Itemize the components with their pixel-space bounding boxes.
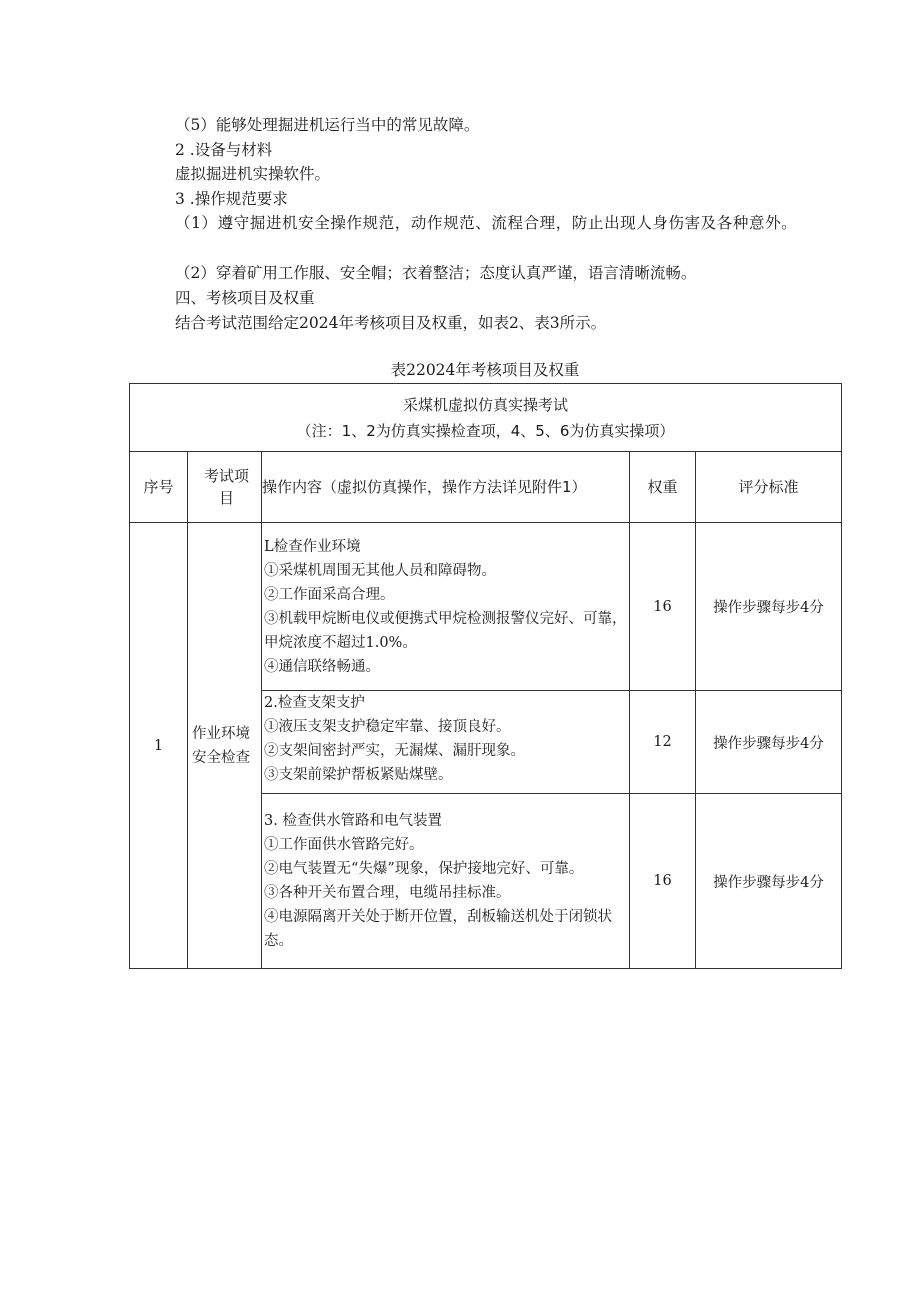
table-row	[130, 523, 842, 691]
group-2-criteria: 操作步骤每步4分	[696, 691, 842, 794]
group-1-criteria: 操作步骤每步4分	[696, 523, 842, 691]
row-seq: 1	[130, 523, 188, 969]
operation-group-2	[262, 691, 630, 794]
table-header-row	[130, 452, 842, 523]
section-4-heading: 四、考核项目及权重	[175, 289, 315, 307]
group-3-weight: 16	[630, 794, 696, 969]
group-3-line-4: ④电源隔离开关处于断开位置，刮板输送机处于闭锁状态。	[264, 909, 612, 949]
item-5-text: （5）能够处理掘进机运行当中的常见故障。	[175, 116, 480, 134]
table-caption: 表22024年考核项目及权重	[390, 361, 580, 379]
section-4-body: 结合考试范围给定2024年考核项目及权重，如表2、表3所示。	[175, 314, 607, 332]
table-note: （注：1、2为仿真实操检查项，4、5、6为仿真实操项）	[296, 421, 675, 440]
group-3-title: 3. 检查供水管路和电气装置	[264, 813, 442, 829]
group-1-line-1: ①采煤机周围无其他人员和障碍物。	[264, 562, 496, 579]
group-2-title: 2.检查支架支护	[264, 695, 365, 711]
section-2-heading: 2 .设备与材料	[175, 141, 273, 159]
operation-group-3	[262, 794, 630, 969]
group-2-line-2: ②支架间密封严实，无漏煤、漏肝现象。	[264, 743, 525, 759]
operation-group-1	[262, 523, 630, 691]
group-3-criteria: 操作步骤每步4分	[696, 794, 842, 969]
group-1-title: L检查作业环境	[264, 538, 361, 555]
section-3-heading: 3 .操作规范要求	[175, 190, 288, 208]
header-content: 操作内容（虚拟仿真操作，操作方法详见附件1）	[262, 452, 630, 523]
section-3-item-1: （1）遵守掘进机安全操作规范，动作规范、流程合理，防止出现人身伤害及各种意外。	[175, 214, 798, 232]
header-seq: 序号	[130, 452, 188, 523]
table-title: 采煤机虚拟仿真实操考试	[403, 395, 569, 414]
group-1-line-3: ③机载甲烷断电仪或便携式甲烷检测报警仪完好、可靠，甲烷浓度不超过1.0%。	[264, 610, 627, 651]
assessment-table	[129, 383, 842, 969]
section-2-body: 虚拟掘进机实操软件。	[175, 165, 331, 183]
header-item: 考试项目	[188, 452, 262, 523]
group-2-weight: 12	[630, 691, 696, 794]
group-1-line-4: ④通信联络畅通。	[264, 658, 380, 675]
header-weight: 权重	[630, 452, 696, 523]
group-3-line-1: ①工作面供水管路完好。	[264, 837, 424, 853]
header-criteria: 评分标准	[696, 452, 842, 523]
row-item: 作业环境安全检查	[188, 523, 262, 969]
group-1-line-2: ②工作面采高合理。	[264, 586, 395, 603]
group-2-line-1: ①液压支架支护稳定牢靠、接顶良好。	[264, 719, 511, 735]
group-1-weight: 16	[630, 523, 696, 691]
table-title-row	[130, 384, 842, 452]
section-3-item-2: （2）穿着矿用工作服、安全帽；衣着整洁；态度认真严谨，语言清晰流畅。	[175, 264, 697, 282]
table-title-cell	[130, 384, 842, 452]
group-3-line-3: ③各种开关布置合理，电缆吊挂标准。	[264, 885, 511, 901]
group-3-line-2: ②电气装置无“失爆”现象，保护接地完好、可靠。	[264, 861, 584, 877]
group-2-line-3: ③支架前梁护帮板紧贴煤壁。	[264, 767, 453, 783]
